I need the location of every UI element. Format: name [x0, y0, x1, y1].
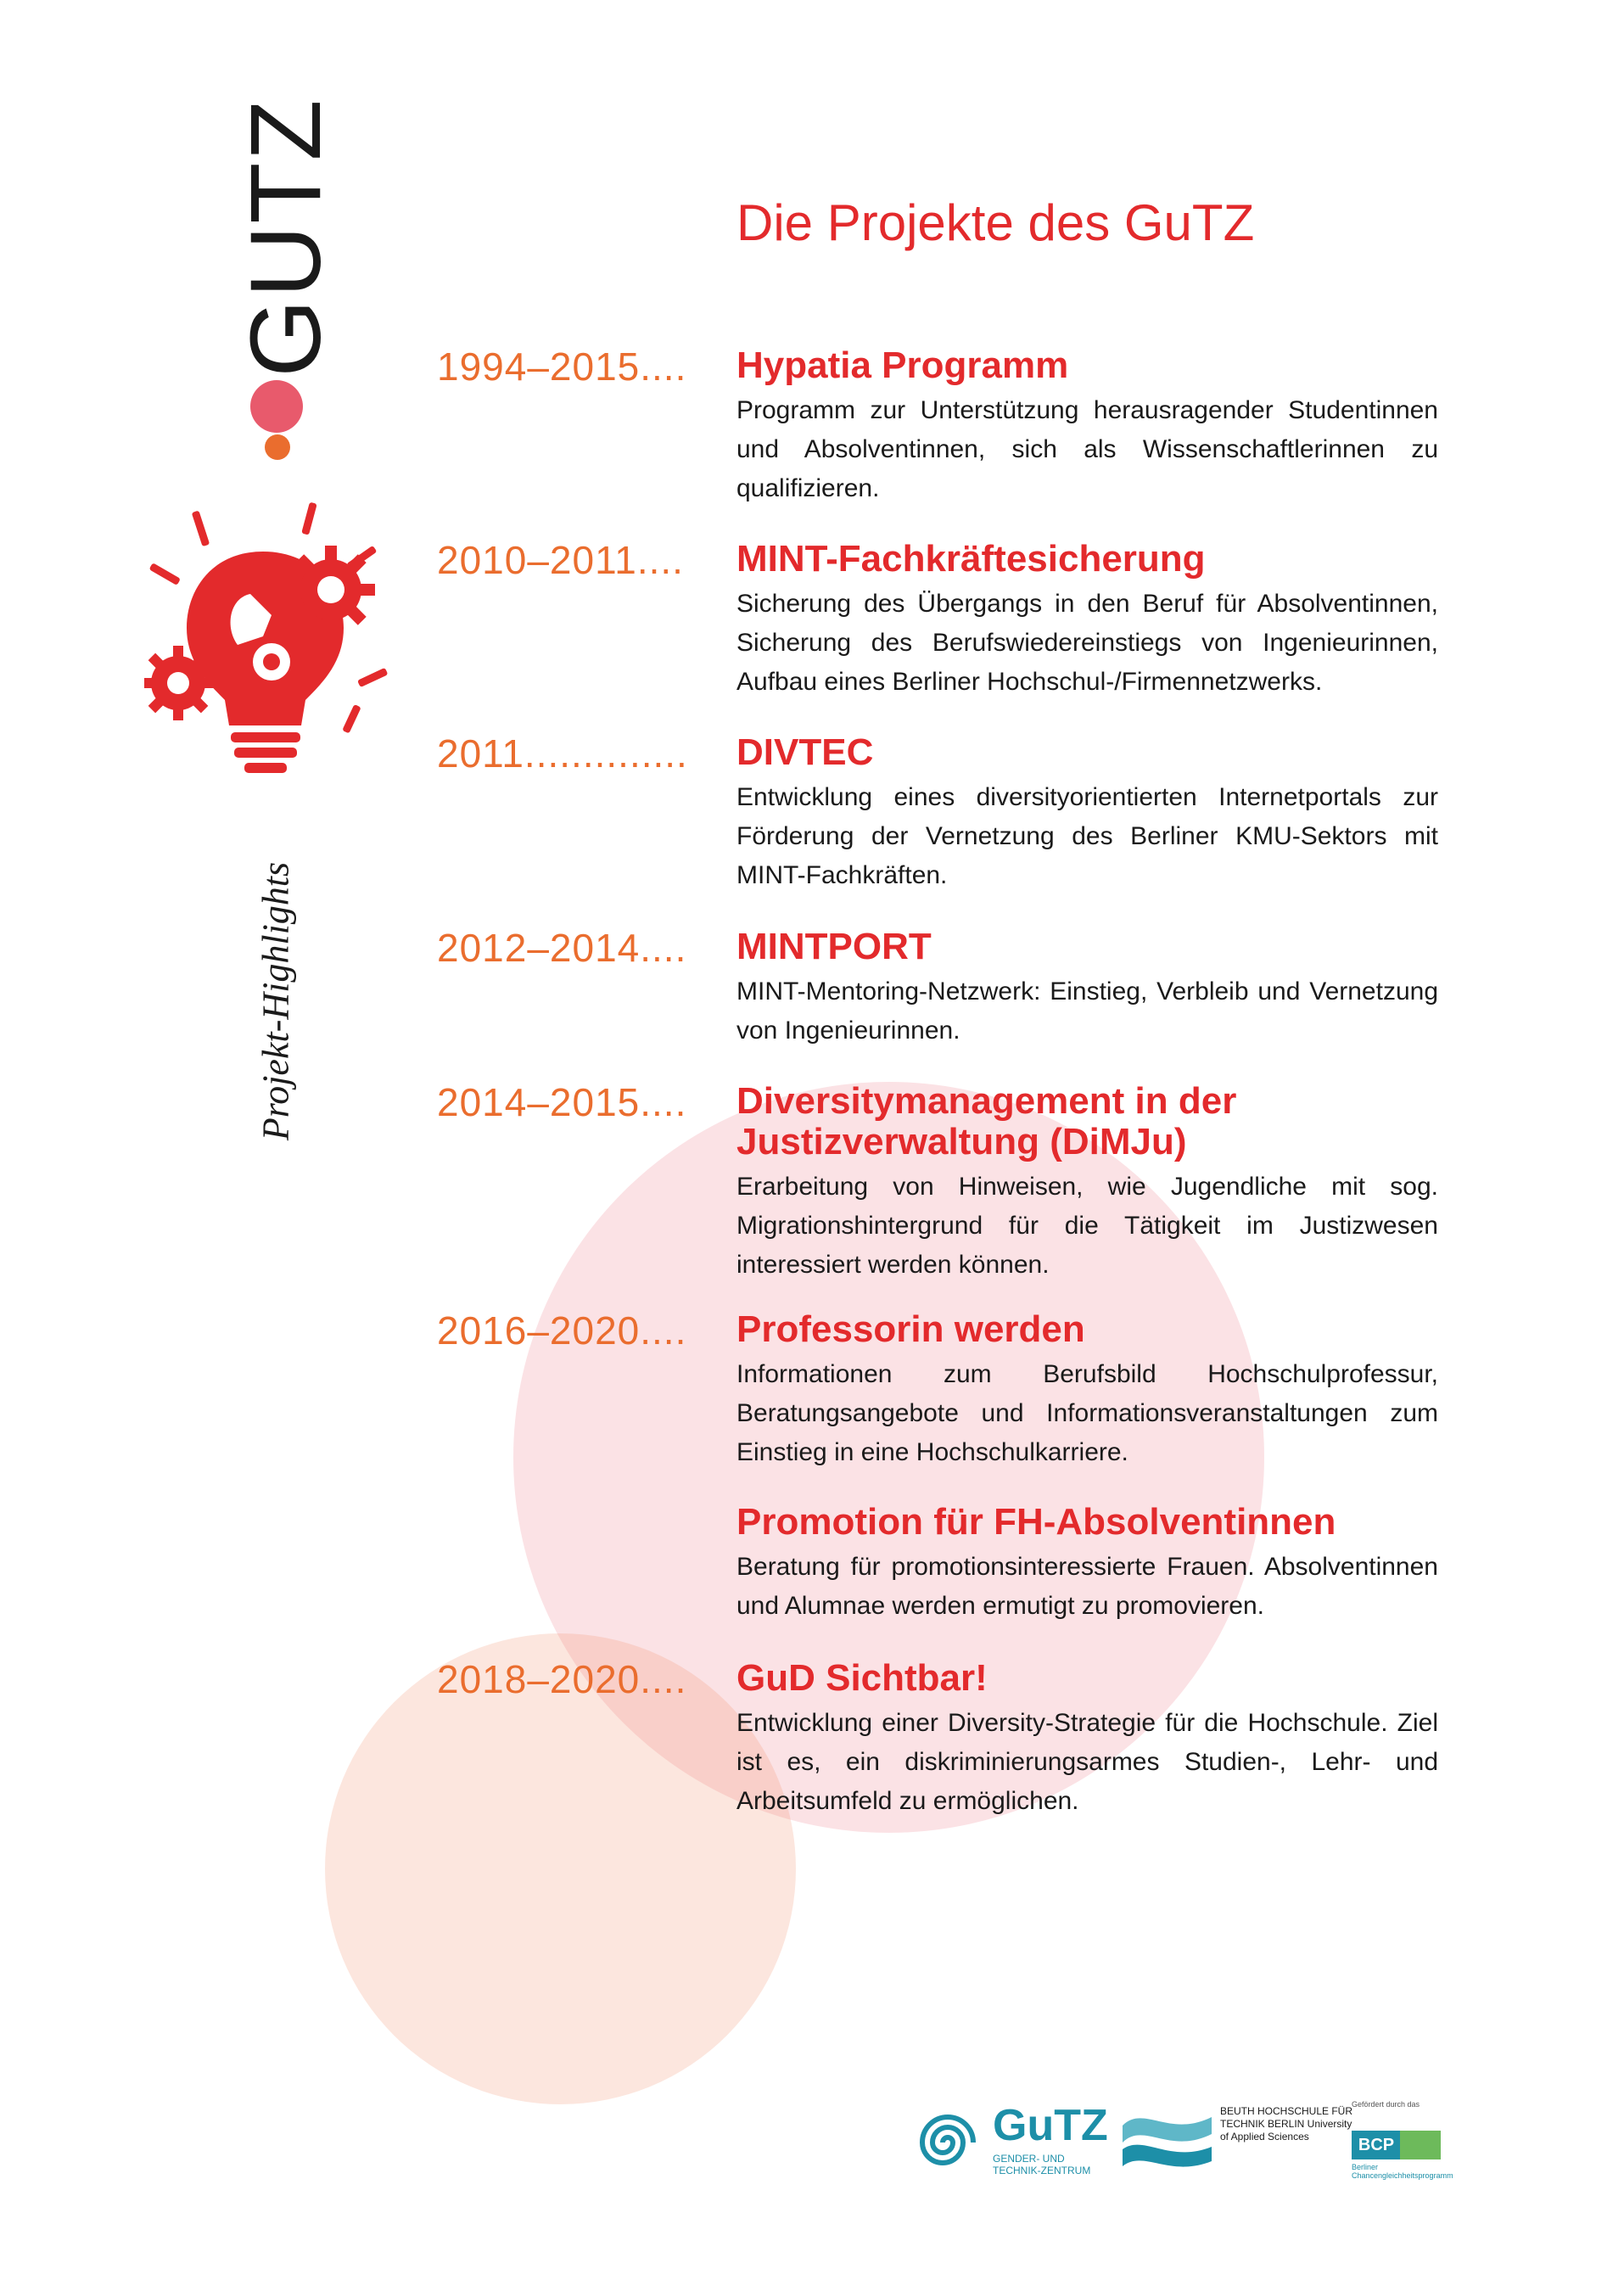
project-date: 2014–2015....: [437, 1080, 687, 1124]
footer-beuth-logo: [1118, 2100, 1360, 2193]
brand-text: GUTZ: [230, 98, 342, 378]
decorative-circle-peach: [325, 1633, 796, 2104]
brand-dot-large: [250, 380, 303, 433]
brand-wordmark: [230, 98, 342, 378]
project-title: MINT-Fachkräftesicherung: [736, 538, 1206, 580]
project-description: Programm zur Unterstützung herausragender Studentinnen und Absolventinnen, sich als Wissenschaftlerinnen zu qualifizieren.: [736, 396, 1438, 502]
footer-bcp-badge: BCP: [1352, 2131, 1401, 2159]
project-date: 2018–2020....: [437, 1657, 687, 1701]
project-description: Entwicklung einer Diversity-Strategie für die Hochschule. Ziel ist es, ein diskriminierungsarmes Studien-, Lehr- und Arbeitsumfeld zu ermöglichen.: [736, 1709, 1438, 1815]
lightbulb-gears-icon: [144, 492, 424, 789]
project-title: Hypatia Programm: [736, 344, 1069, 386]
project-date: 2016–2020....: [437, 1308, 687, 1353]
spiral-icon: [912, 2100, 984, 2185]
beuth-wave-icon: [1118, 2100, 1216, 2185]
project-description: Beratung für promotionsinteressierte Frauen. Absolventinnen und Alumnae werden ermutigt zu promovieren.: [736, 1553, 1438, 1620]
footer-gutz-logo: [912, 2100, 1107, 2193]
project-title: GuD Sichtbar!: [736, 1657, 988, 1699]
project-date: 2012–2014....: [437, 926, 687, 970]
project-title: DIVTEC: [736, 731, 874, 773]
brand-dot-small: [265, 434, 290, 460]
project-date: 2010–2011....: [437, 538, 684, 582]
side-label: Projekt-Highlights: [255, 861, 297, 1141]
project-description: Sicherung des Übergangs in den Beruf für Absolventinnen, Sicherung des Berufswiedereinstiegs von Ingenieurinnen, Aufbau eines Berliner Hochschul-/Firmennetzwerks.: [736, 590, 1438, 696]
project-date: 1994–2015....: [437, 344, 687, 389]
footer-beuth-text: BEUTH HOCHSCHULE FÜR TECHNIK BERLIN University of Applied Sciences: [1220, 2105, 1353, 2143]
page-title: Die Projekte des GuTZ: [736, 194, 1255, 251]
project-title: MINTPORT: [736, 926, 932, 967]
project-description: Entwicklung eines diversityorientierten Internetportals zur Förderung der Vernetzung des Berliner KMU-Sektors mit MINT-Fachkräften.: [736, 783, 1438, 889]
footer-gutz-sub: GENDER- UND TECHNIK-ZENTRUM: [993, 2153, 1091, 2176]
footer-bcp-top: Gefördert durch das: [1352, 2100, 1420, 2109]
project-title: Diversitymanagement in der Justizverwaltung (DiMJu): [736, 1080, 1237, 1162]
project-date: 2011..............: [437, 731, 688, 776]
project-title: Professorin werden: [736, 1308, 1085, 1350]
footer-bcp-green-mark: [1400, 2131, 1441, 2159]
project-description: Erarbeitung von Hinweisen, wie Jugendliche mit sog. Migrationshintergrund für die Tätigkeit im Justizwesen interessiert werden können.: [736, 1173, 1438, 1279]
project-title: Promotion für FH-Absolventinnen: [736, 1501, 1336, 1543]
footer-bcp-bottom: Berliner Chancengleichheitsprogramm: [1352, 2163, 1453, 2180]
footer-bcp-logo: [1347, 2100, 1453, 2193]
footer-gutz-name: GuTZ: [993, 2101, 1108, 2150]
project-description: Informationen zum Berufsbild Hochschulprofessur, Beratungsangebote und Informationsveranstaltungen zum Einstieg in eine Hochschulkarriere.: [736, 1360, 1438, 1466]
project-description: MINT-Mentoring-Netzwerk: Einstieg, Verbleib und Vernetzung von Ingenieurinnen.: [736, 977, 1438, 1045]
